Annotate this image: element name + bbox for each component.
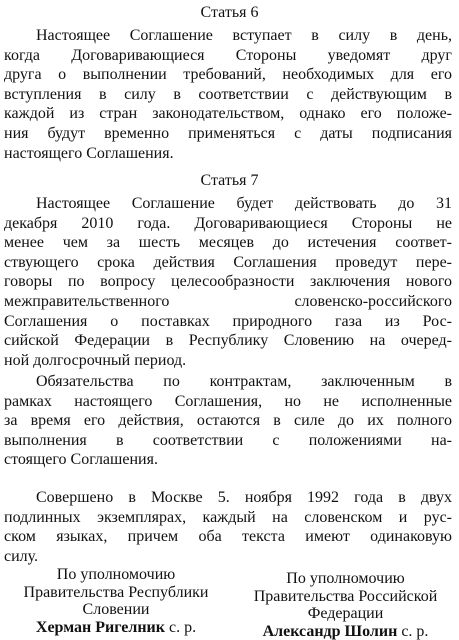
article-7-line: менее чем за шесть месяцев до истечения соответ- xyxy=(4,233,452,253)
article-6-line: вступления в силу в соответствии с действующим в xyxy=(4,85,452,105)
article-7-line: ной долгосрочный период. xyxy=(4,351,452,371)
article-7-line: говоры по вопросу целесообразности заключения нового xyxy=(4,272,452,292)
signature-line: Правительства Российской xyxy=(232,588,459,606)
article-6-line: друга о выполнении требований, необходимых для его xyxy=(4,65,452,85)
closing-line: подлинных экземплярах, каждый на словенском и рус- xyxy=(4,508,452,528)
signature-slovenia xyxy=(0,566,232,636)
article-7-line: Настоящее Соглашение будет действовать до 31 xyxy=(4,194,452,214)
article-7-line: рамках настоящего Соглашения, но не исполненные xyxy=(4,392,452,412)
signatory-name: Херман Ригелник xyxy=(36,619,165,636)
article-6-paragraph xyxy=(4,26,452,163)
article-6-line: когда Договаривающиеся Стороны уведомят друг xyxy=(4,46,452,66)
signature-line: Словении xyxy=(0,601,232,619)
article-7-line: выполнения в соответствии с положениями на- xyxy=(4,431,452,451)
signatory-suffix: с. р. xyxy=(397,623,428,640)
article-6-line: настоящего Соглашения. xyxy=(4,144,452,164)
article-7-title: Статья 7 xyxy=(0,172,459,190)
article-6-line: каждой из стран законодательством, однако его положе- xyxy=(4,104,452,124)
closing-line: силу. xyxy=(4,547,452,567)
signature-russia xyxy=(232,570,459,640)
article-7-line: сийской Федерации в Республику Словению на очеред- xyxy=(4,331,452,351)
signatory-line xyxy=(0,619,232,637)
article-7-line: за время его действия, остаются в силе до их полного xyxy=(4,411,452,431)
article-6-title: Статья 6 xyxy=(0,4,459,22)
closing-line: Совершено в Москве 5. ноября 1992 года в двух xyxy=(4,488,452,508)
article-7-line: Обязательства по контрактам, заключенным в xyxy=(4,372,452,392)
signature-line: По уполномочию xyxy=(0,566,232,584)
article-6-line: ния будут временно применяться с даты подписания xyxy=(4,124,452,144)
article-7-line: стоящего Соглашения. xyxy=(4,450,452,470)
signature-line: Правительства Республики xyxy=(0,584,232,602)
article-7-paragraph-2 xyxy=(4,372,452,470)
signatory-line xyxy=(232,623,459,640)
article-7-paragraph-1 xyxy=(4,194,452,370)
signature-line: По уполномочию xyxy=(232,570,459,588)
signature-line: Федерации xyxy=(232,605,459,623)
signatory-name: Александр Шолин xyxy=(263,623,398,640)
article-7-line: Соглашения о поставках природного газа из Рос- xyxy=(4,312,452,332)
closing-paragraph xyxy=(4,488,452,566)
article-7-line: декабря 2010 года. Договаривающиеся Стороны не xyxy=(4,214,452,234)
closing-line: ском языках, причем оба текста имеют одинаковую xyxy=(4,527,452,547)
article-7-line: межправительственного словенско-российского xyxy=(4,292,452,312)
article-7-line: ствующего срока действия Соглашения проведут пере- xyxy=(4,253,452,273)
article-6-line: Настоящее Соглашение вступает в силу в день, xyxy=(4,26,452,46)
signatory-suffix: с. р. xyxy=(165,619,196,636)
